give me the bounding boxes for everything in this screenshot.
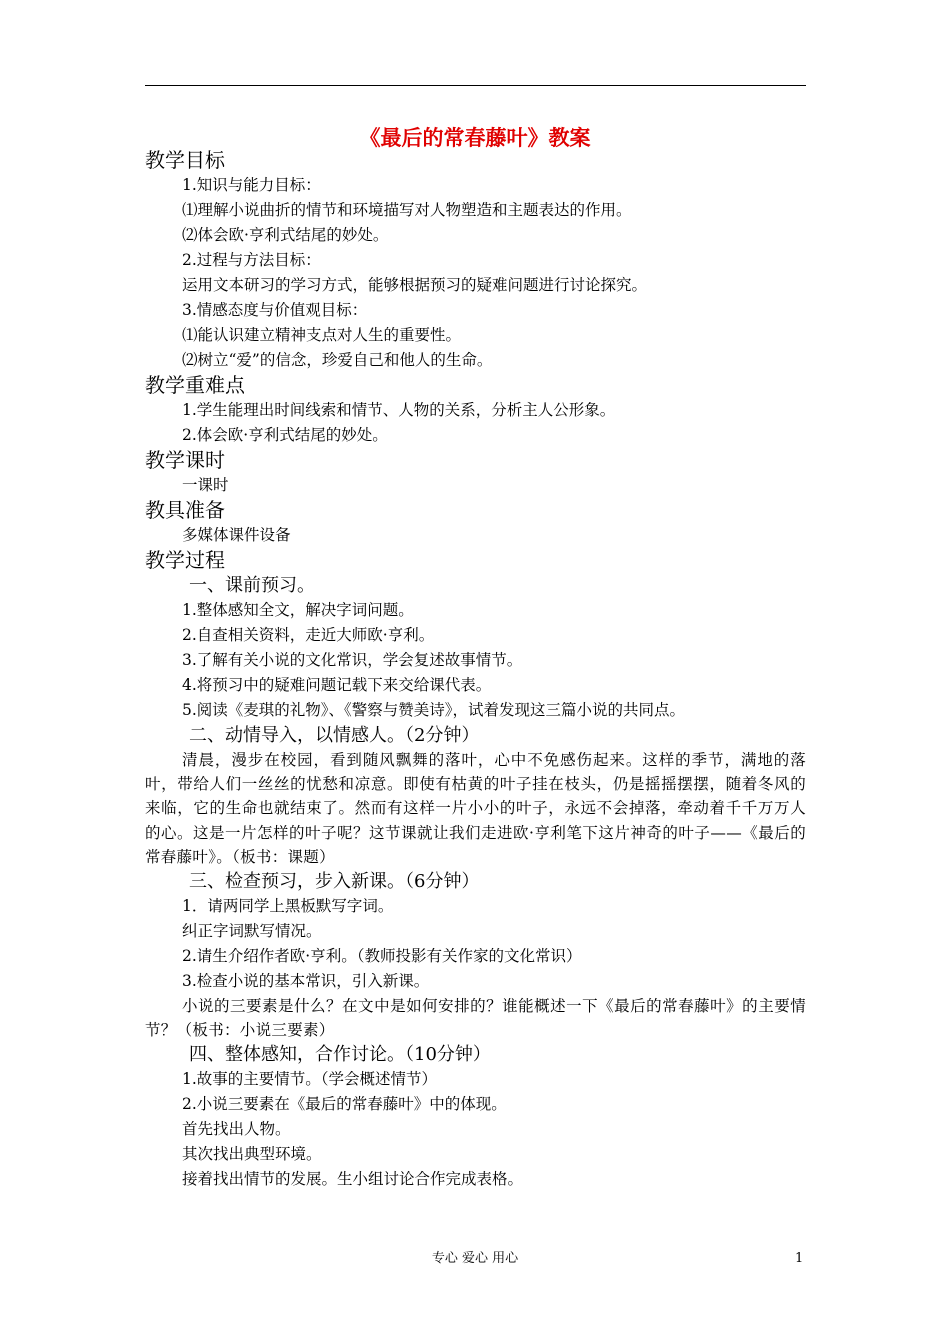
heading-tools: 教具准备: [145, 498, 225, 522]
text-line: 多媒体课件设备: [182, 526, 291, 544]
text-line: 2.自查相关资料，走近大师欧·亨利。: [182, 626, 435, 644]
text-line: 3.了解有关小说的文化常识，学会复述故事情节。: [182, 651, 523, 669]
text-line: 1.学生能理出时间线索和情节、人物的关系，分析主人公形象。: [182, 401, 616, 419]
text-line: 纠正字词默写情况。: [182, 922, 322, 941]
text-line: 5.阅读《麦琪的礼物》、《警察与赞美诗》，试着发现这三篇小说的共同点。: [182, 701, 686, 719]
paragraph: 清晨，漫步在校园，看到随风飘舞的落叶，心中不免感伤起来。这样的季节，满地的落叶，带给人们一丝丝的忧愁和凉意。即使有枯黄的叶子挂在枝头，仍是摇摇摆摆，随着冬风的来临，它的生命也就结束了。然而有这样一片小小的叶子，永远不会掉落，牵动着千千万万人的心。这是一片怎样的叶子呢？这节课就让我们走进欧·亨利笔下这片神奇的叶子——《最后的常春藤叶》。（板书：课题）: [145, 751, 806, 866]
section-title: 二、动情导入，以情感人。（2分钟）: [189, 725, 480, 746]
heading-process: 教学过程: [145, 548, 225, 572]
footer-text: 专心 爱心 用心: [431, 1251, 519, 1266]
text-line: 2.请生介绍作者欧·亨利。（教师投影有关作家的文化常识）: [182, 947, 582, 966]
text-line: 接着找出情节的发展。生小组讨论合作完成表格。: [182, 1170, 524, 1189]
heading-key-points: 教学重难点: [145, 373, 245, 397]
text-line: ⑵体会欧·亨利式结尾的妙处。: [182, 226, 389, 244]
text-line: 首先找出人物。: [182, 1120, 291, 1139]
text-line: 3.情感态度与价值观目标：: [182, 301, 368, 319]
heading-objectives: 教学目标: [145, 148, 225, 172]
text-line: ⑴能认识建立精神支点对人生的重要性。: [182, 326, 462, 344]
section-title: 三、检查预习，步入新课。（6分钟）: [189, 871, 480, 893]
text-line: 一课时: [182, 476, 229, 494]
text-line: 1．请两同学上黑板默写字词。: [182, 897, 394, 916]
text-line: 4.将预习中的疑难问题记载下来交给课代表。: [182, 676, 492, 694]
header-rule: [145, 85, 806, 86]
document-title: 《最后的常春藤叶》教案: [359, 125, 591, 150]
text-line: 2.过程与方法目标：: [182, 251, 321, 269]
text-line: 2.小说三要素在《最后的常春藤叶》中的体现。: [182, 1095, 507, 1114]
page-number: 1: [795, 1251, 804, 1266]
document-body: [145, 148, 806, 1192]
text-line: 其次找出典型环境。: [182, 1145, 322, 1164]
text-line: 1.整体感知全文，解决字词问题。: [182, 601, 414, 619]
paragraph: 小说的三要素是什么？在文中是如何安排的？谁能概述一下《最后的常春藤叶》的主要情节？（板书：小说三要素）: [145, 997, 806, 1040]
text-line: ⑵树立“爱”的信念，珍爱自己和他人的生命。: [182, 351, 493, 369]
text-line: 运用文本研习的学习方式，能够根据预习的疑难问题进行讨论探究。: [182, 276, 648, 294]
text-line: 2.体会欧·亨利式结尾的妙处。: [182, 426, 388, 444]
heading-class-hours: 教学课时: [145, 448, 225, 472]
text-line: 3.检查小说的基本常识，引入新课。: [182, 972, 430, 991]
text-line: 1.故事的主要情节。（学会概述情节）: [182, 1070, 438, 1089]
text-line: 1.知识与能力目标：: [182, 176, 321, 194]
section-title: 四、整体感知，合作讨论。（10分钟）: [189, 1044, 491, 1066]
section-title: 一、课前预习。: [189, 575, 315, 596]
text-line: ⑴理解小说曲折的情节和环境描写对人物塑造和主题表达的作用。: [182, 201, 632, 219]
